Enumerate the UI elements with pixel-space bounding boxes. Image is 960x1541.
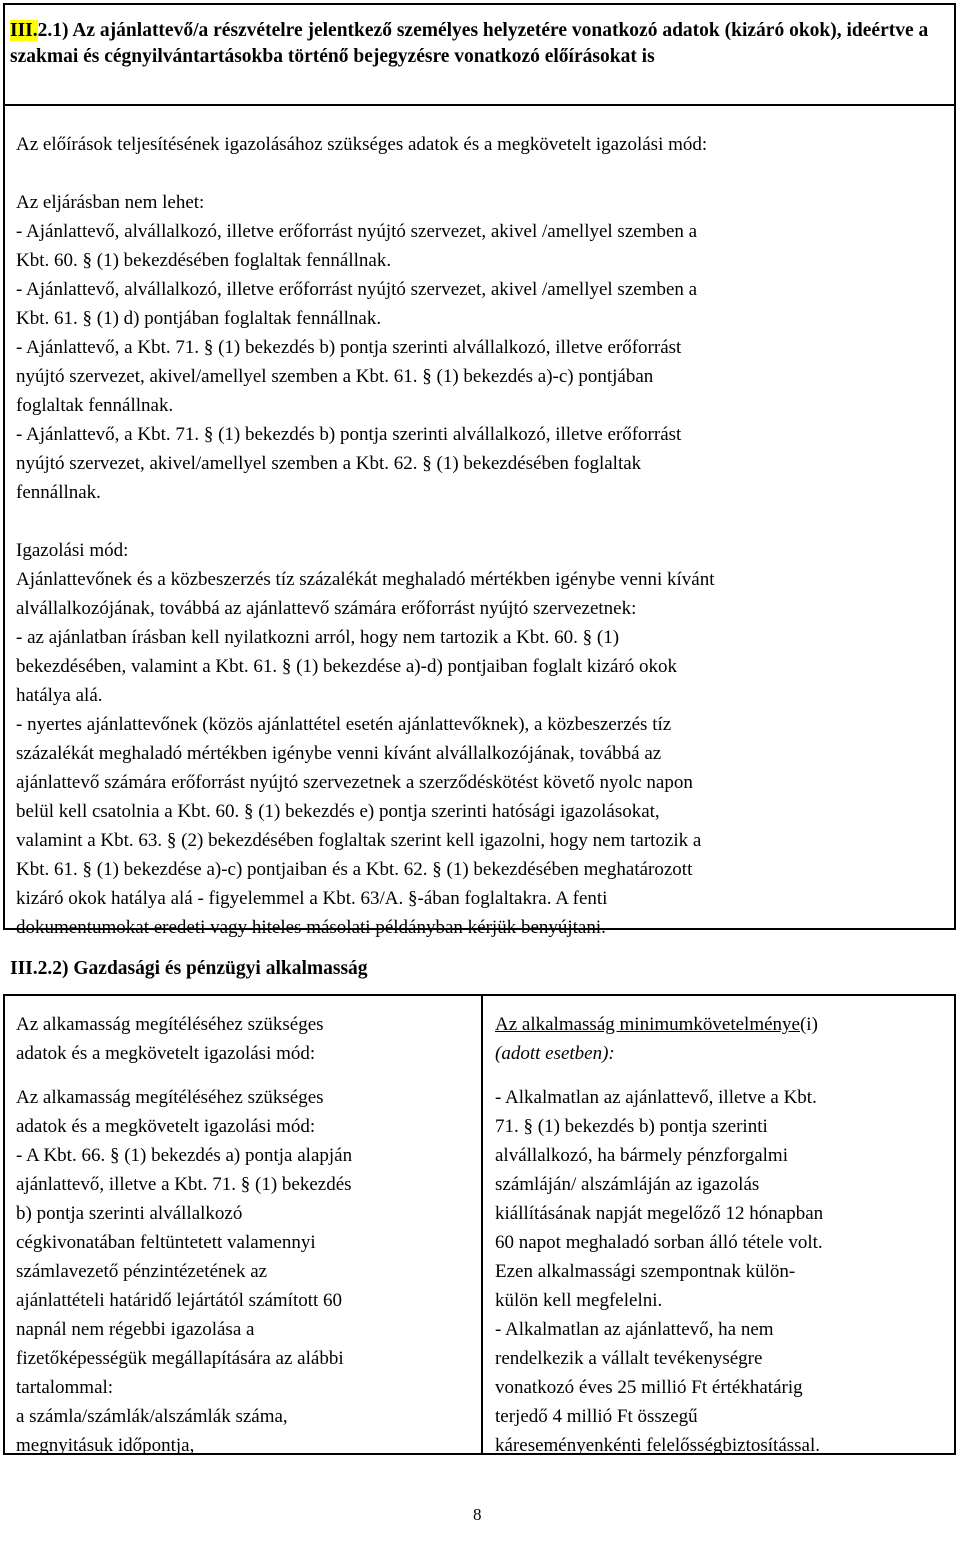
body-line: - Ajánlattevő, alvállalkozó, illetve erőforrást nyújtó szervezet, akivel /amellyel szemben a: [16, 221, 698, 242]
body-line: valamint a Kbt. 63. § (2) bekezdésében foglaltak szerint kell igazolni, hogy nem tartozik a: [16, 830, 702, 851]
right-body-line: rendelkezik a vállalt tevékenységre: [495, 1348, 763, 1369]
right-body-line: vonatkozó éves 25 millió Ft értékhatárig: [495, 1377, 803, 1398]
left-body-line: számlavezető pénzintézetének az: [16, 1261, 268, 1282]
right-body-line: - Alkalmatlan az ajánlattevő, illetve a Kbt.: [495, 1087, 817, 1108]
table-top-border: [3, 994, 956, 996]
heading-rest: 2.1) Az ajánlattevő/a részvételre jelentkező személyes helyzetére vonatkozó adatok (kizáró okok), ideértve a szakmai és cégnyilvántartásokba történő bejegyzésre vonatkozó előírásokat is: [10, 20, 929, 67]
right-header-italic: (adott esetben):: [495, 1043, 615, 1064]
body-line: fennállnak.: [16, 482, 101, 503]
body-line: Ajánlattevőnek és a közbeszerzés tíz százalékát meghaladó mértékben igénybe venni kívánt: [16, 569, 715, 590]
right-body-line: külön kell megfelelni.: [495, 1290, 663, 1311]
left-body-line: fizetőképességük megállapítására az alábbi: [16, 1348, 344, 1369]
right-header-underlined: Az alkalmasság minimumkövetelménye: [495, 1014, 800, 1035]
right-column-header: [495, 1010, 945, 1039]
left-body-line: - A Kbt. 66. § (1) bekezdés a) pontja alapján: [16, 1145, 353, 1166]
body-line: [16, 507, 946, 536]
left-body-line: Az alkamasság megítéléséhez szükséges: [16, 1087, 324, 1108]
left-body-line: tartalommal:: [16, 1377, 114, 1398]
page-number: 8: [473, 1505, 482, 1524]
left-gap: [16, 1068, 471, 1083]
left-header-line: adatok és a megkövetelt igazolási mód:: [16, 1043, 316, 1064]
body-line: bekezdésében, valamint a Kbt. 61. § (1) bekezdése a)-d) pontjaiban foglalt kizáró okok: [16, 656, 678, 677]
right-body-line: 60 napot meghaladó sorban álló tétele volt.: [495, 1232, 823, 1253]
body-line: nyújtó szervezet, akivel/amellyel szemben a Kbt. 62. § (1) bekezdésében foglaltak: [16, 453, 642, 474]
body-line: - Ajánlattevő, alvállalkozó, illetve erőforrást nyújtó szervezet, akivel /amellyel szemben a: [16, 279, 698, 300]
body-line: Igazolási mód:: [16, 540, 129, 561]
body-line: ajánlattevő számára erőforrást nyújtó szervezetnek a szerződéskötést követő nyolc napon: [16, 772, 693, 793]
section-2-1-heading: [10, 18, 945, 70]
right-body-line: kiállításának napját megelőző 12 hónapban: [495, 1203, 824, 1224]
body-line: - Ajánlattevő, a Kbt. 71. § (1) bekezdés b) pontja szerinti alvállalkozó, illetve erőforrást: [16, 337, 682, 358]
body-line: dokumentumokat eredeti vagy hiteles másolati példányban kérjük benyújtani.: [16, 917, 606, 938]
body-line: - nyertes ajánlattevőnek (közös ajánlattétel esetén ajánlattevőknek), a közbeszerzés tíz: [16, 714, 672, 735]
section-2-1-body: [16, 130, 946, 942]
body-line: Az eljárásban nem lehet:: [16, 192, 205, 213]
body-line: százalékát meghaladó mértékben igénybe venni kívánt alvállalkozójának, továbbá az: [16, 743, 662, 764]
right-body-line: terjedő 4 millió Ft összegű: [495, 1406, 698, 1427]
right-column: [495, 1010, 945, 1460]
body-line: [16, 159, 946, 188]
body-line: kizáró okok hatálya alá - figyelemmel a Kbt. 63/A. §-ában foglaltakra. A fenti: [16, 888, 608, 909]
left-body-line: adatok és a megkövetelt igazolási mód:: [16, 1116, 316, 1137]
body-line: Kbt. 60. § (1) bekezdésében foglaltak fennállnak.: [16, 250, 392, 271]
body-line: - az ajánlatban írásban kell nyilatkozni arról, hogy nem tartozik a Kbt. 60. § (1): [16, 627, 620, 648]
section-2-2-heading: III.2.2) Gazdasági és pénzügyi alkalmasság: [10, 958, 368, 979]
table-left-border: [3, 994, 5, 1455]
right-body-line: 71. § (1) bekezdés b) pontja szerinti: [495, 1116, 768, 1137]
left-body-line: b) pontja szerinti alvállalkozó: [16, 1203, 243, 1224]
left-body-line: a számla/számlák/alszámlák száma,: [16, 1406, 288, 1427]
left-body-line: napnál nem régebbi igazolása a: [16, 1319, 255, 1340]
table-column-divider: [481, 994, 483, 1455]
left-column: [16, 1010, 471, 1460]
right-body-line: káreseményenkénti felelősségbiztosítással.: [495, 1435, 821, 1456]
right-body-line: Ezen alkalmassági szempontnak külön-: [495, 1261, 796, 1282]
body-line: belül kell csatolnia a Kbt. 60. § (1) bekezdés e) pontja szerinti hatósági igazolásokat,: [16, 801, 660, 822]
body-line: - Ajánlattevő, a Kbt. 71. § (1) bekezdés b) pontja szerinti alvállalkozó, illetve erőforrást: [16, 424, 682, 445]
body-line: Kbt. 61. § (1) d) pontjában foglaltak fennállnak.: [16, 308, 382, 329]
body-line: Az előírások teljesítésének igazolásához szükséges adatok és a megkövetelt igazolási mód:: [16, 134, 708, 155]
body-line: foglaltak fennállnak.: [16, 395, 174, 416]
right-column-body: [495, 1083, 945, 1460]
left-body-line: ajánlattételi határidő lejártától számított 60: [16, 1290, 343, 1311]
heading-highlight: III.: [10, 20, 38, 41]
right-header-after: (i): [799, 1014, 818, 1035]
left-body-line: cégkivonatában feltüntetett valamennyi: [16, 1232, 316, 1253]
right-body-line: alvállalkozó, ha bármely pénzforgalmi: [495, 1145, 788, 1166]
right-body-line: számláján/ alszámláján az igazolás: [495, 1174, 760, 1195]
table-right-border: [954, 994, 956, 1455]
left-header-line: Az alkamasság megítéléséhez szükséges: [16, 1014, 324, 1035]
body-line: nyújtó szervezet, akivel/amellyel szemben a Kbt. 61. § (1) bekezdés a)-c) pontjában: [16, 366, 654, 387]
right-body-line: - Alkalmatlan az ajánlattevő, ha nem: [495, 1319, 774, 1340]
body-line: hatálya alá.: [16, 685, 103, 706]
left-body-line: megnyitásuk időpontja,: [16, 1435, 195, 1456]
left-body-line: ajánlattevő, illetve a Kbt. 71. § (1) bekezdés: [16, 1174, 352, 1195]
body-line: Kbt. 61. § (1) bekezdése a)-c) pontjaiban és a Kbt. 62. § (1) bekezdésében meghatározott: [16, 859, 693, 880]
body-line: alvállalkozójának, továbbá az ajánlattevő számára erőforrást nyújtó szervezetnek:: [16, 598, 637, 619]
heading-divider: [3, 104, 956, 106]
